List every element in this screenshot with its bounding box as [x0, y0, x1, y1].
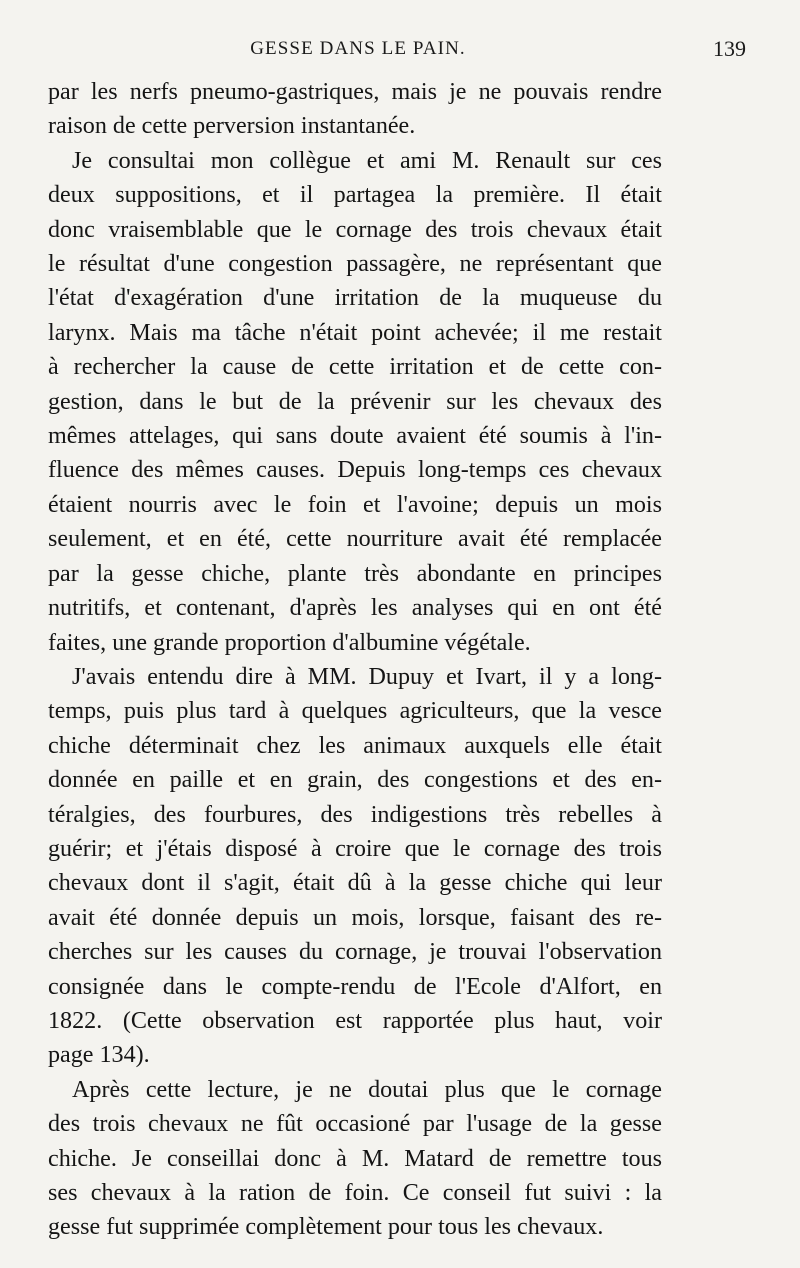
page-number: 139: [713, 36, 746, 61]
page-body: [48, 75, 662, 1245]
paragraph-3-line-11: 1822. (Cette observation est rapportée plus haut, voir: [48, 1007, 662, 1034]
paragraph-2-line-14: nutritifs, et contenant, d'après les analyses qui en ont été: [48, 595, 662, 622]
paragraph-3-line-3: chiche déterminait chez les animaux auxquels elle était: [48, 732, 662, 759]
paragraph-1-line-2: raison de cette perversion instantanée.: [48, 113, 416, 140]
paragraph-3-line-4: donnée en paille et en grain, des congestions et des en-: [48, 767, 662, 794]
paragraph-4-line-3: chiche. Je conseillai donc à M. Matard de remettre tous: [48, 1145, 662, 1172]
paragraph-4-line-4: ses chevaux à la ration de foin. Ce conseil fut suivi : la: [48, 1180, 662, 1206]
paragraph-4-line-1: Après cette lecture, je ne doutai plus que le cornage: [72, 1076, 662, 1103]
paragraph-3-line-2: temps, puis plus tard à quelques agriculteurs, que la vesce: [48, 698, 662, 725]
paragraph-2-line-10: fluence des mêmes causes. Depuis long-temps ces chevaux: [48, 457, 662, 484]
paragraph-3-line-9: cherches sur les causes du cornage, je trouvai l'observation: [48, 939, 662, 966]
paragraph-2-line-8: gestion, dans le but de la prévenir sur les chevaux des: [48, 388, 662, 415]
paragraph-2-line-11: étaient nourris avec le foin et l'avoine; depuis un mois: [48, 491, 662, 518]
paragraph-4-line-5: gesse fut supprimée complètement pour tous les chevaux.: [48, 1214, 604, 1241]
page-header: [48, 34, 746, 64]
paragraph-4-line-2: des trois chevaux ne fût occasioné par l'usage de la gesse: [48, 1111, 662, 1138]
paragraph-2-line-6: larynx. Mais ma tâche n'était point achevée; il me restait: [48, 319, 662, 346]
paragraph-2-line-15: faites, une grande proportion d'albumine végétale.: [48, 629, 531, 656]
paragraph-2-line-13: par la gesse chiche, plante très abondante en principes: [48, 560, 662, 587]
paragraph-3-line-5: téralgies, des fourbures, des indigestions très rebelles à: [48, 801, 662, 828]
paragraph-2-line-7: à rechercher la cause de cette irritation et de cette con-: [48, 354, 662, 381]
paragraph-2-line-5: l'état d'exagération d'une irritation de la muqueuse du: [48, 285, 662, 312]
running-head: GESSE DANS LE PAIN.: [250, 38, 466, 59]
paragraph-3-line-7: chevaux dont il s'agit, était dû à la gesse chiche qui leur: [48, 870, 662, 897]
paragraph-2-line-4: le résultat d'une congestion passagère, ne représentant que: [48, 251, 662, 278]
paragraph-2-line-2: deux suppositions, et il partagea la première. Il était: [48, 182, 662, 209]
paragraph-3-line-6: guérir; et j'étais disposé à croire que le cornage des trois: [48, 835, 662, 862]
paragraph-3-line-12: page 134).: [48, 1042, 150, 1069]
paragraph-2-line-3: donc vraisemblable que le cornage des trois chevaux était: [48, 216, 662, 243]
paragraph-3-line-10: consignée dans le compte-rendu de l'Ecole d'Alfort, en: [48, 973, 662, 1000]
paragraph-4: [48, 1073, 662, 1245]
paragraph-1-line-1: par les nerfs pneumo-gastriques, mais je ne pouvais rendre: [48, 79, 662, 105]
paragraph-2-line-9: mêmes attelages, qui sans doute avaient été soumis à l'in-: [48, 423, 662, 450]
paragraph-1: [48, 75, 662, 144]
paragraph-2-line-1: Je consultai mon collègue et ami M. Renault sur ces: [72, 147, 662, 174]
paragraph-2-line-12: seulement, et en été, cette nourriture avait été remplacée: [48, 526, 662, 553]
paragraph-3: [48, 660, 662, 1073]
paragraph-2: [48, 144, 662, 660]
paragraph-3-line-1: J'avais entendu dire à MM. Dupuy et Ivart, il y a long-: [72, 663, 662, 690]
paragraph-3-line-8: avait été donnée depuis un mois, lorsque, faisant des re-: [48, 904, 662, 931]
